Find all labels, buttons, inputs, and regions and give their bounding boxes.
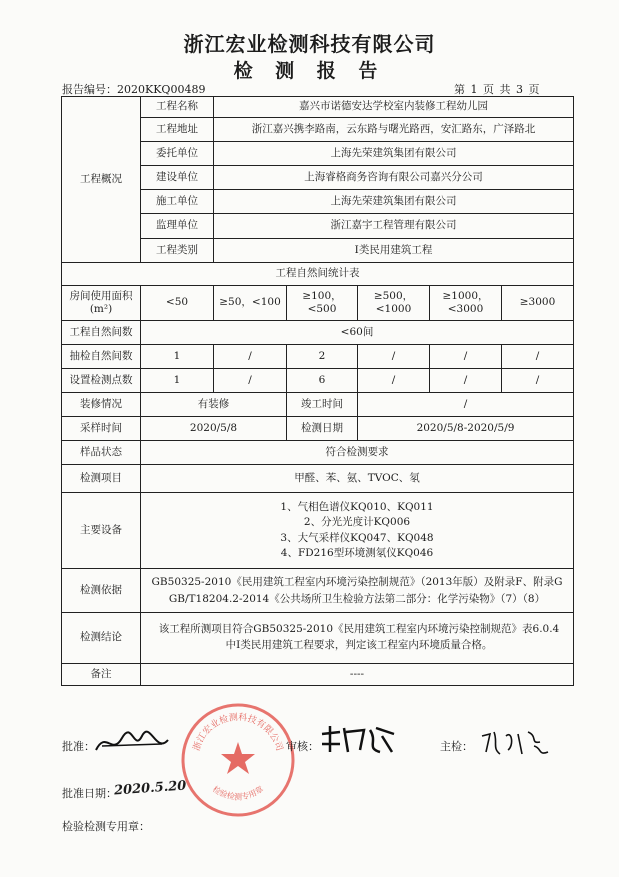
area-range: ≥500，<1000 xyxy=(358,286,430,321)
official-seal-stamp xyxy=(178,700,298,820)
overview-label: 施工单位 xyxy=(141,190,214,214)
test-date-label: 检测日期 xyxy=(287,417,358,441)
equipment-item: 2、分光光度计KQ006 xyxy=(303,516,411,529)
overview-label: 监理单位 xyxy=(141,214,214,239)
basis-line: GB/T18204.2-2014《公共场所卫生检验方法第二部分：化学污染物》（7）（8） xyxy=(168,592,546,605)
conclusion-text: 该工程所测项目符合GB50325-2010《民用建筑工程室内环境污染控制规范》表6.0.4 中Ⅰ类民用建筑工程要求，判定该工程室内环境质量合格。 xyxy=(141,613,574,664)
sampling-value: 2020/5/8 xyxy=(141,417,287,441)
sampled-value: 1 xyxy=(141,345,214,369)
test-items-label: 检测项目 xyxy=(62,465,141,493)
decoration-value: 有装修 xyxy=(141,393,287,417)
approve-date-label: 批准日期： xyxy=(62,787,117,800)
natural-rooms-label: 工程自然间数 xyxy=(62,321,141,345)
conclusion-label: 检测结论 xyxy=(62,613,141,664)
document-title: 检 测 报 告 xyxy=(233,60,386,82)
equipment-item: 4、FD216型环境测氡仪KQ046 xyxy=(280,546,434,559)
points-value: 6 xyxy=(287,369,358,393)
approver-signature xyxy=(92,726,172,758)
equipment-label: 主要设备 xyxy=(62,493,141,569)
report-number xyxy=(62,81,205,97)
overview-value: 上海先荣建筑集团有限公司 xyxy=(214,190,574,214)
area-range: ≥50，<100 xyxy=(214,286,287,321)
points-value: 1 xyxy=(141,369,214,393)
basis-line: GB50325-2010《民用建筑工程室内环境污染控制规范》（2013年版）及附录F、附录G xyxy=(151,575,563,588)
points-value: / xyxy=(502,369,574,393)
area-range: ≥3000 xyxy=(502,286,574,321)
overview-value: 上海睿格商务咨询有限公司嘉兴分公司 xyxy=(214,166,574,190)
area-range: ≥1000，<3000 xyxy=(430,286,502,321)
points-value: / xyxy=(430,369,502,393)
approve-label: 批准： xyxy=(62,740,95,753)
stamp-sub-text: 检验检测专用章 xyxy=(210,784,266,802)
sample-status-label: 样品状态 xyxy=(62,441,141,465)
sampling-label: 采样时间 xyxy=(62,417,141,441)
stats-title: 工程自然间统计表 xyxy=(62,263,574,286)
sample-status-value: 符合检测要求 xyxy=(141,441,574,465)
report-table xyxy=(61,96,574,686)
test-points-label: 设置检测点数 xyxy=(62,369,141,393)
completion-label: 竣工时间 xyxy=(287,393,358,417)
points-value: / xyxy=(358,369,430,393)
review-label: 审核： xyxy=(286,740,319,753)
seal-label: 检验检测专用章： xyxy=(62,820,150,833)
test-date-value: 2020/5/8-2020/5/9 xyxy=(358,417,574,441)
company-title: 浙江宏业检测科技有限公司 xyxy=(183,32,436,56)
area-range: <50 xyxy=(141,286,214,321)
overview-label: 工程地址 xyxy=(141,118,214,142)
area-range: ≥100，<500 xyxy=(287,286,358,321)
page-info: 第 1 页 共 3 页 xyxy=(454,83,541,96)
sampled-rooms-label: 抽检自然间数 xyxy=(62,345,141,369)
report-number-label: 报告编号： xyxy=(62,83,117,96)
area-label: 房间使用面积(m²) xyxy=(62,286,141,321)
svg-text:检验检测专用章 xyxy=(211,784,265,802)
inspector-signature xyxy=(478,726,558,758)
report-number-value: 2020KKQ00489 xyxy=(117,83,206,96)
overview-value: 浙江嘉兴携李路南，云东路与曙光路西，安汇路东，广泽路北 xyxy=(214,118,574,142)
inspect-label: 主检： xyxy=(440,740,473,753)
basis-label: 检测依据 xyxy=(62,569,141,613)
reviewer-signature xyxy=(318,722,398,758)
overview-section-label: 工程概况 xyxy=(62,97,141,263)
remarks-value: ---- xyxy=(141,664,574,686)
points-value: / xyxy=(214,369,287,393)
sampled-value: / xyxy=(430,345,502,369)
decoration-label: 装修情况 xyxy=(62,393,141,417)
approve-date-value: 2020.5.20 xyxy=(113,778,187,799)
overview-label: 建设单位 xyxy=(141,166,214,190)
overview-value: 嘉兴市诺德安达学校室内装修工程幼儿园 xyxy=(214,97,574,118)
sampled-value: / xyxy=(358,345,430,369)
completion-value: / xyxy=(358,393,574,417)
sampled-value: 2 xyxy=(287,345,358,369)
overview-label: 工程名称 xyxy=(141,97,214,118)
remarks-label: 备注 xyxy=(62,664,141,686)
equipment-list xyxy=(141,493,574,569)
basis-text xyxy=(141,569,574,613)
stamp-company-text: 浙江宏业检测科技有限公司 xyxy=(192,712,284,753)
overview-label: 工程类别 xyxy=(141,239,214,263)
equipment-item: 3、大气采样仪KQ047、KQ048 xyxy=(280,531,434,544)
overview-label: 委托单位 xyxy=(141,142,214,166)
sampled-value: / xyxy=(214,345,287,369)
test-items-value: 甲醛、苯、氨、TVOC、氡 xyxy=(141,465,574,493)
overview-value: Ⅰ类民用建筑工程 xyxy=(214,239,574,263)
equipment-item: 1、气相色谱仪KQ010、KQ011 xyxy=(280,501,434,514)
overview-value: 上海先荣建筑集团有限公司 xyxy=(214,142,574,166)
sampled-value: / xyxy=(502,345,574,369)
natural-rooms-value: <60间 xyxy=(141,321,574,345)
overview-value: 浙江嘉宇工程管理有限公司 xyxy=(214,214,574,239)
